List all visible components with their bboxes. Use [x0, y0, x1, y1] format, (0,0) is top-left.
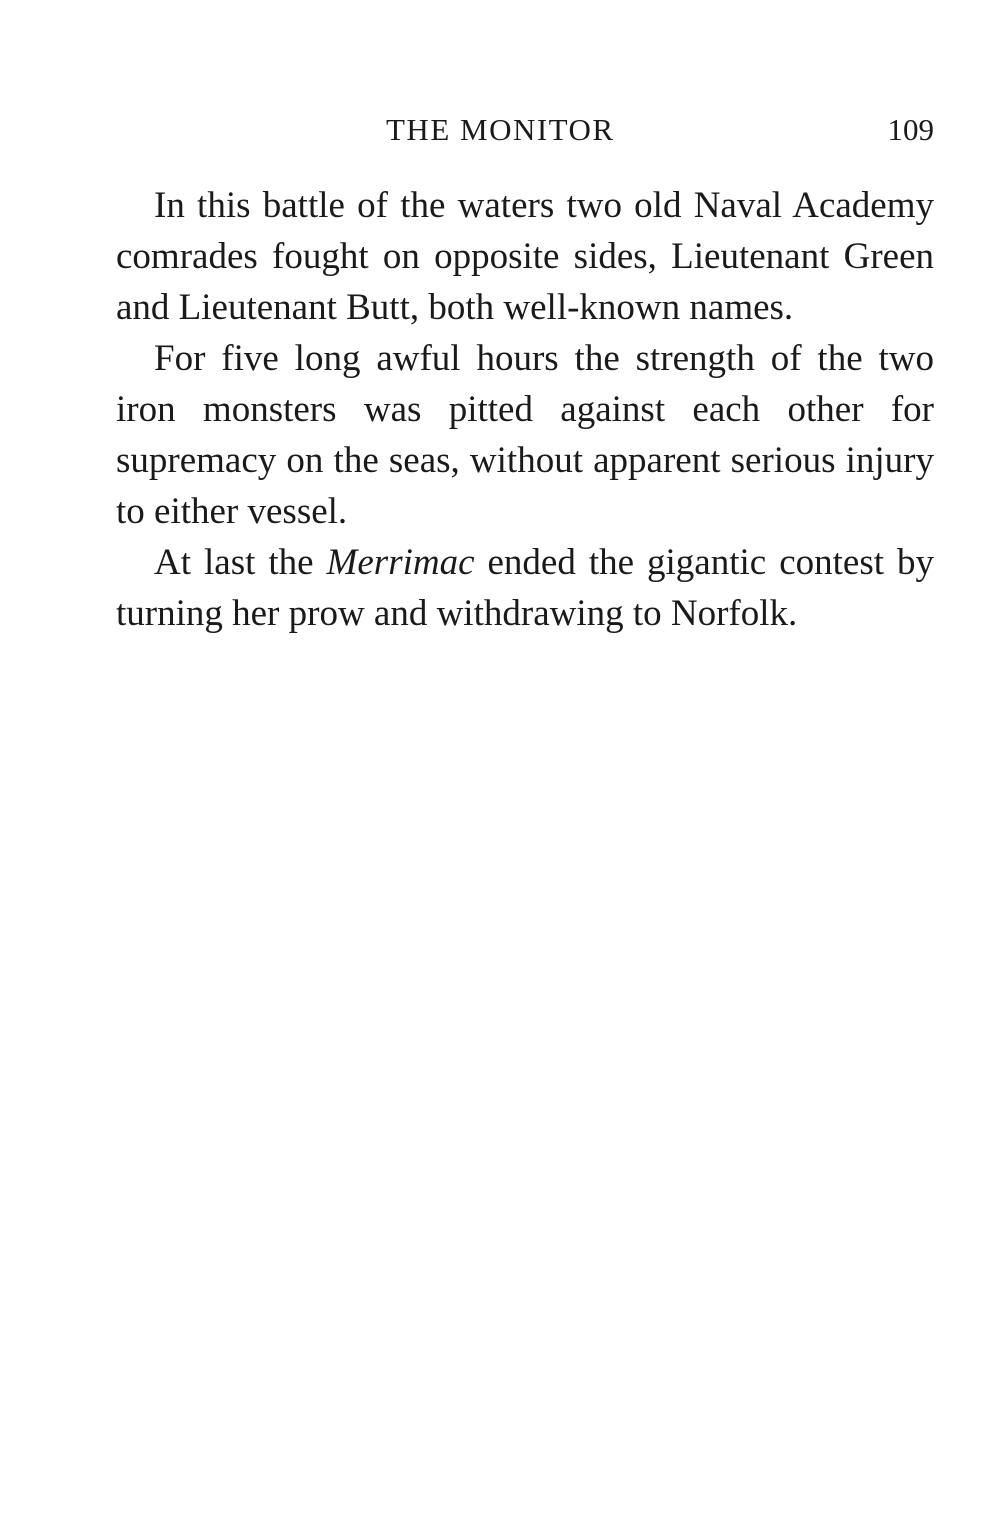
ship-name-italic: Merrimac [326, 542, 475, 583]
paragraph-3-after: ended the gigantic contest by turning her prow and withdrawing to Norfolk. [116, 542, 934, 634]
body-text [116, 180, 934, 639]
page-number: 109 [887, 112, 934, 147]
running-head [116, 108, 934, 152]
paragraph-3-before: At last the [154, 542, 327, 583]
paragraph-1-text: In this battle of the waters two old Naval Academy comrades fought on opposite sides, Lieutenant Green and Lieutenant Butt, both well-known names. [116, 185, 934, 328]
paragraph-2-text: For five long awful hours the strength of the two iron monsters was pitted against each other for supremacy on the seas, without apparent serious injury to either vessel. [116, 338, 934, 532]
paragraph-1 [116, 180, 934, 333]
paragraph-3 [116, 537, 934, 639]
paragraph-2 [116, 333, 934, 537]
running-title: THE MONITOR [386, 112, 615, 147]
